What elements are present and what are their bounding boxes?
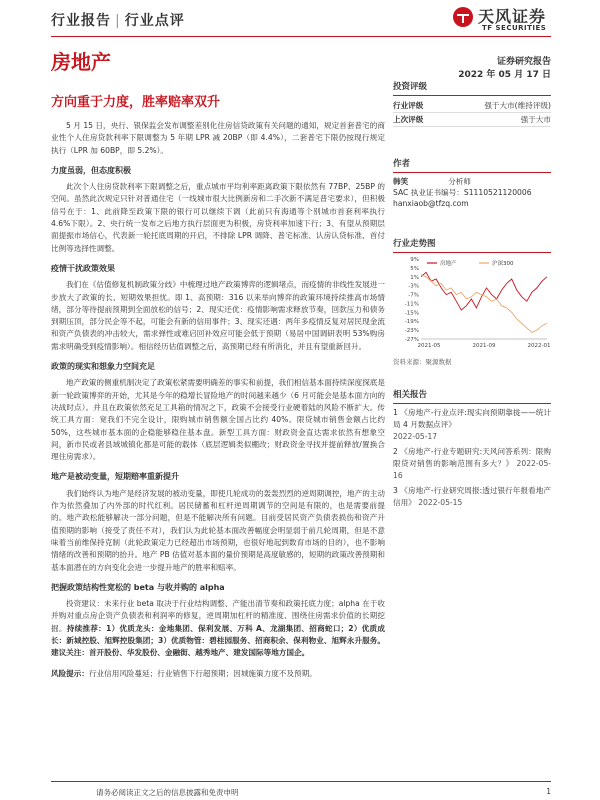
- x-tick-label: 2021-05: [417, 343, 441, 349]
- y-tick-label: -7%: [408, 292, 419, 299]
- analyst-info: [393, 176, 551, 209]
- analyst-role: 分析师: [448, 177, 471, 186]
- y-tick-label: 5%: [410, 265, 419, 272]
- related-report[interactable]: 2 《房地产-行业专题研究:天风问答系列：限购限贷对销售的影响范围有多大？》 2022-05-16: [393, 447, 552, 480]
- report-subtitle: 方向重于力度，胜率赔率双升: [51, 95, 221, 110]
- rating-row: 行业评级 强于大市(维持评级): [393, 99, 551, 113]
- intro-paragraph: 5 月 15 日，央行、银保监会发布调整差别化住房信贷政策有关问题的通知，规定首套普宅的商业性个人住房贷款利率下限调整为 5 年期 LPR 减 20BP（即 4.4%），二套普宅下限仍按现行规定执行（LPR 加 60BP，即 5.2%）。: [51, 121, 385, 155]
- y-tick-label: -19%: [404, 319, 419, 326]
- main-body: [51, 120, 385, 688]
- company-logo: [452, 4, 562, 36]
- y-tick-label: -3%: [408, 283, 419, 290]
- y-tick-label: -15%: [404, 310, 419, 317]
- logo-mark-icon: [452, 6, 474, 28]
- rating-title: 投资评级: [393, 80, 551, 96]
- related-report[interactable]: 1 《房地产-行业点评:现实向预期靠拢——统计局 4 月数据点评》 2022-05-17: [393, 408, 551, 441]
- y-tick-label: -11%: [404, 301, 419, 308]
- header-divider: [51, 36, 551, 37]
- related-report[interactable]: 3 《房地产-行业研究周报:透过银行年报看地产信用》 2022-05-15: [393, 486, 551, 507]
- section-heading: 力度虽弱，但态度积极: [51, 165, 131, 175]
- industry-trend-chart: [393, 253, 551, 353]
- section-paragraph: 我们在《估值修复机制政策分歧》中梳理过地产政策博弈的逻辑堵点，而疫情的非线性发展进一步放大了政策的长、短期效果担忧。即 1、高预期：316 以来举向博弈的政策环境持续推高市场情绪，部分等待提前预期到全面放松的信号；2、现实还优：疫情影响需求释放节奏，回款压力和债务到期压顶，部分民企等不起，可能会有新的信用事件；3、现实还遇：两年多疫情反复对居民现金流和资产负债表的冲击较大，需求弹性或难启回补效应可能会低于预期（易居中国调研表明 53%购房需求明确受到疫情影响）。相信经历估值调整之后，高预期已经有所消化，并且有望重新回升。: [51, 280, 385, 351]
- y-tick-label: 9%: [410, 257, 419, 263]
- section-paragraph: 此次个人住房贷款利率下限调整之后，重点城市平均利率距离政策下限依然有 77BP、25BP 的空间。虽然此次规定只针对普通住宅（一线城市很大比例新房和二手次新不满足普宅要求），但积极信号在于：1、此前降至政策下限的银行可以继续下调（此前只有海通等个别城市首套利率执行 4.6%下限）。2、央行统一发布之后地方执行层面更为积极，房贷利率加速下行；3、有望从预期层面提振市场信心，代表新一轮托底周期的开启，不排除 LPR 调降、普宅标准、认房认贷标准、首付比例等选择性调整。: [51, 182, 385, 253]
- sidebar: [393, 80, 551, 512]
- sector-title: 房地产: [51, 50, 111, 74]
- footer-divider: [51, 781, 551, 782]
- analyst-sac: SAC 执业证书编号：S1110521120006: [393, 188, 532, 197]
- analyst-name: 韩笑: [393, 177, 409, 186]
- investment-paragraph: 投资建议：未来行业 beta 取决于行业结构调整、产能出清节奏和政策托底力度；alpha 在于收并购对重点房企资产负债表和利润率的修复，逆周期加杠杆的精准度、围绕住房需求价值的长期挖掘。持续推荐：1）优质龙头：金地集团、保利发展、万科 A、龙湖集团、招商蛇口；2）优质成长：新城控股、旭辉控股集团；3）优质物管：碧桂园服务、招商积余、保利物业、旭辉永升服务。建议关注：首开股份、华发股份、金融街、越秀地产、建发国际等地方国企。: [51, 599, 385, 658]
- chart-source: 资料来源：聚源数据: [393, 358, 452, 366]
- section-heading: 政策的现实和想象力空间充足: [51, 362, 155, 372]
- author-title: 作者: [393, 157, 551, 173]
- report-category: 行业报告 | 行业点评: [51, 13, 185, 29]
- x-tick-label: 2021-09: [472, 343, 496, 349]
- chart-title: 行业走势图: [393, 237, 551, 253]
- y-tick-label: 1%: [410, 274, 419, 281]
- report-date: 2022 年 05 月 17 日: [458, 70, 551, 80]
- logo-subtext: TF SECURITIES: [482, 24, 547, 32]
- section-heading: 把握政策结构性宽松的 beta 与收并购的 alpha: [51, 582, 225, 592]
- legend-label: 房地产: [440, 261, 457, 267]
- x-tick-label: 2022-01: [527, 343, 551, 349]
- recommendation-list: 持续推荐：1）优质龙头：金地集团、保利发展、万科 A、龙湖集团、招商蛇口；2）优质成长：新城控股、旭辉控股集团；3）优质物管：碧桂园服务、招商积余、保利物业、旭辉永升服务。建议关注：首开股份、华发股份、金融街、越秀地产、建发国际等地方国企。: [51, 623, 385, 658]
- y-tick-label: -27%: [404, 337, 419, 343]
- legend-label: 沪深300: [492, 261, 514, 267]
- section-paragraph: 地产政策的侧重机制决定了政策松紧需要明确差的事实和前提，我们相信基本面持续深度探底是新一轮政策博弈的开始，尤其是今年的稳增长冒险地产的时间越来越少（6 月可能会是基本面方向的决战时点）。并且在政策依然充足工具箱的情况之下，政策不会接受行业硬着陆的风险不断扩大。传统工具方面：宽我们不完全设计，限购城市销售额全国占比约 40%。限贷城市销售金额占比约 50%，这些城市基本面的企稳能够稳住基本盘。新型工具方面：财政资金直达需求依然有想象空间，新市民或者县域城镇化都是可能的载体（底层逻辑类似棚改；财政资金寻找并提前释放/置换合理住房需求）。: [51, 378, 385, 462]
- section-heading: 地产是被动变量，短期赔率重新提升: [51, 472, 179, 482]
- series-line-0: [421, 272, 547, 310]
- y-tick-label: -23%: [404, 328, 419, 335]
- risk-paragraph: 风险提示：行业信用风险蔓延；行业销售下行超预期；因城施策力度不及预期。: [51, 668, 317, 678]
- page-number: 1: [546, 787, 551, 796]
- analyst-email[interactable]: hanxiaob@tfzq.com: [393, 199, 469, 208]
- rating-row: 上次评级 强于大市: [393, 113, 551, 127]
- section-heading: 疫情干扰政策效果: [51, 263, 115, 273]
- report-type: 证券研究报告: [496, 57, 551, 67]
- related-title: 相关报告: [393, 388, 551, 404]
- footer-disclaimer: 请务必阅读正文之后的信息披露和免责申明: [96, 788, 239, 797]
- logo-text: 天风证券: [478, 7, 547, 26]
- section-paragraph: 我们始终认为地产是经济发展的被动变量，即使几轮成功的轰轰烈烈的逆周期调控，地产的主动作为依然叠加了内外部的时代红利。居民储蓄和杠杆逆周期调节的空间是有限的，也是需要前提的。地产政松能够解决一部分问题，但是不能解决所有问题。目前受居民资产负债表损伤和资产升值预期的影响（接受了责任不对），我们认为此轮基本面改善幅度会明显弱于前几轮周期，但是不意味着当前维保持克制（此轮政策定力已经超出市场预期，也很好地起到数育市场的目的），也不影响情绪的改善和预期的抬升。地产 PB 估值对基本面的量价预期是高度敏感的，短期的政策改善预期和基本面潜在的方向变化会进一步提升地产的胜率和赔率。: [51, 488, 385, 572]
- series-line-1: [421, 275, 547, 333]
